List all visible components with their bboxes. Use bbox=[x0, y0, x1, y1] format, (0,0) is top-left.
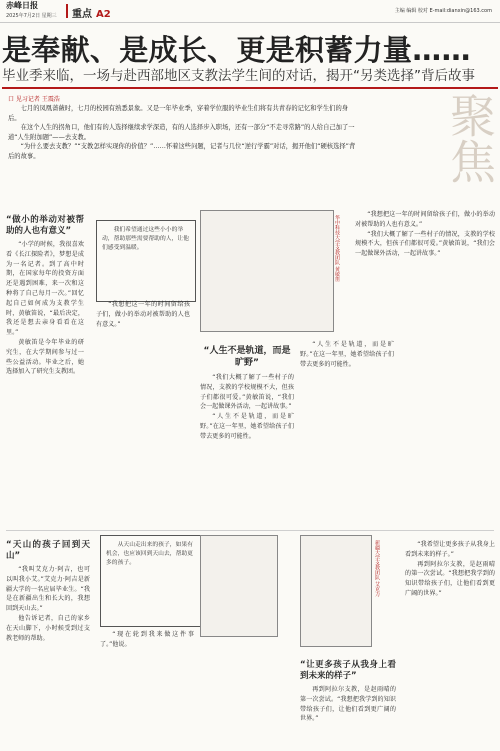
intro-paragraph: 在这个人生的拐角口，他们有的人选择继续求学深造，有的人选择步入职场，还有一部分“不走寻常路”的人给自己加了一道“人生附加题”——去支教。 bbox=[8, 124, 355, 141]
body-paragraph: 再到阿拉尔支教，是赵雨晴的第一次尝试。“我想把我学到的知识带给孩子们，让他们看到更广阔的世界。” bbox=[300, 686, 396, 723]
subheadline: 毕业季来临，一场与赴西部地区支教法学生间的对话，揭开“另类选择”背后故事 bbox=[2, 68, 475, 84]
pull-quote-text: 我们希望通过这些小小的举动，帮助那些需要帮助的人，让他们感受到温暖。 bbox=[102, 227, 189, 251]
headline-rule bbox=[2, 87, 498, 89]
watermark-title: 聚焦 bbox=[443, 92, 497, 184]
section-heading: “天山的孩子回到天山” bbox=[6, 540, 90, 561]
body-paragraph: “人生不是轨道，而是旷野。”在这一年里，她希望给孩子们带去更多的可能性。 bbox=[300, 341, 394, 368]
body-paragraph: 黄敏笛是今年毕业的研究生，在大学期间参与过一些公益活动。毕业之后，她选择加入了研究生支教团。 bbox=[6, 338, 84, 376]
photo-caption: 新疆大学支教团队 艾克力 bbox=[374, 540, 380, 597]
section-divider bbox=[6, 530, 494, 531]
article-column bbox=[300, 660, 396, 724]
article-column bbox=[96, 300, 190, 329]
intro-paragraph: 七月的凤凰蔷薇时，七月的校园有熟悉景象。又是一年毕业季，穿着学位服的毕业生们将有共青春的记忆和学生们的身后。 bbox=[8, 105, 349, 122]
pull-quote-text: 从天山走出来的孩子，如果有机会，也应该回到天山去，帮助更多的孩子。 bbox=[106, 542, 193, 566]
body-paragraph: 他告诉记者，自己的家乡在天山脚下，小时候受到过支教老师的帮助。 bbox=[6, 614, 90, 642]
body-paragraph: “我们大概了解了一些村子的情况，支教的学校规模不大，但孩子们都很可爱。”黄敏笛说，“我们会一起做课外活动，一起讲故事。” bbox=[355, 230, 495, 258]
article-column bbox=[355, 210, 495, 259]
body-paragraph: “现在轮到我来做这件事了。”他说。 bbox=[100, 631, 194, 648]
intro bbox=[8, 104, 358, 162]
body-paragraph: “我想把这一年的时间留给孩子们，做小的举动对被帮助的人也有意义。” bbox=[96, 301, 190, 328]
body-paragraph: “我想把这一年的时间留给孩子们，做小的举动对被帮助的人也有意义。” bbox=[355, 211, 495, 228]
editor-info: 主编 编辑 校对 E-mail:dianxin@163.com bbox=[394, 8, 492, 14]
photo-aike bbox=[200, 535, 278, 637]
newspaper-brand: 赤峰日报 bbox=[6, 1, 38, 10]
issue-date: 2025年7月2日 星期三 bbox=[6, 13, 57, 19]
pull-quote bbox=[96, 220, 196, 302]
body-paragraph: 再到阿拉尔支教，是赵雨晴的第一次尝试。“我想把我学到的知识带给孩子们，让他们看到更广阔的世界。” bbox=[405, 560, 495, 597]
section-heading: “人生不是轨道，而是旷野” bbox=[203, 346, 291, 368]
body-paragraph: “人生不是轨道，而是旷野。”在这一年里，她希望给孩子们带去更多的可能性。 bbox=[200, 413, 294, 440]
intro-paragraph: “为什么要去支教？”“支教怎样实现你的价值？”……怀着这些问题，记者与几位“逆行学霸”对话，揭开他们“硬核选择”背后的故事。 bbox=[8, 143, 356, 160]
section-heading: “让更多孩子从我身上看到未来的样子” bbox=[300, 660, 396, 681]
article-column bbox=[6, 540, 90, 643]
section-name: 重点 bbox=[72, 9, 92, 20]
photo-caption: 华中科技大学支教团队 黄敏笛 bbox=[334, 215, 340, 282]
article-column bbox=[405, 540, 495, 599]
photo-zhao bbox=[300, 535, 372, 647]
pull-quote bbox=[100, 535, 204, 627]
article-column bbox=[100, 630, 194, 650]
article-column bbox=[300, 340, 394, 369]
photo-huang bbox=[200, 210, 334, 332]
body-paragraph: “我叫艾克力·阿吉，也可以叫我小艾。”艾克力·阿吉是新疆大学的一名应届毕业生。“我是在新疆出生和长大的，我想回到天山去。” bbox=[6, 566, 90, 613]
section-heading: “做小的举动对被帮助的人也有意义” bbox=[6, 215, 84, 236]
article-column bbox=[6, 215, 84, 377]
masthead-rule bbox=[0, 0, 500, 23]
headline: 是奉献、是成长、更是积蓄力量…… bbox=[2, 33, 471, 67]
article-column bbox=[200, 340, 294, 442]
body-paragraph: “我们大概了解了一些村子的情况，支教的学校规模不大，但孩子们都很可爱。”黄敏笛说，“我们会一起做课外活动，一起讲故事。” bbox=[200, 374, 294, 411]
body-paragraph: “我希望让更多孩子从我身上看到未来的样子。” bbox=[405, 541, 495, 558]
byline: 口 见习记者 王震浩 bbox=[8, 96, 60, 103]
body-paragraph: “小学的时候，我很喜欢看《长江探险者》，梦想是成为一名记者。到了高中时期，在国家每年的投资方面还是遇到困难，来一次和这种将了自己每月一次。”回忆起自己如何成为支教学生时，黄敏笛说，“最后决定，我还是想去亲身看看在这里。” bbox=[6, 241, 84, 337]
page-number: A2 bbox=[96, 9, 111, 20]
